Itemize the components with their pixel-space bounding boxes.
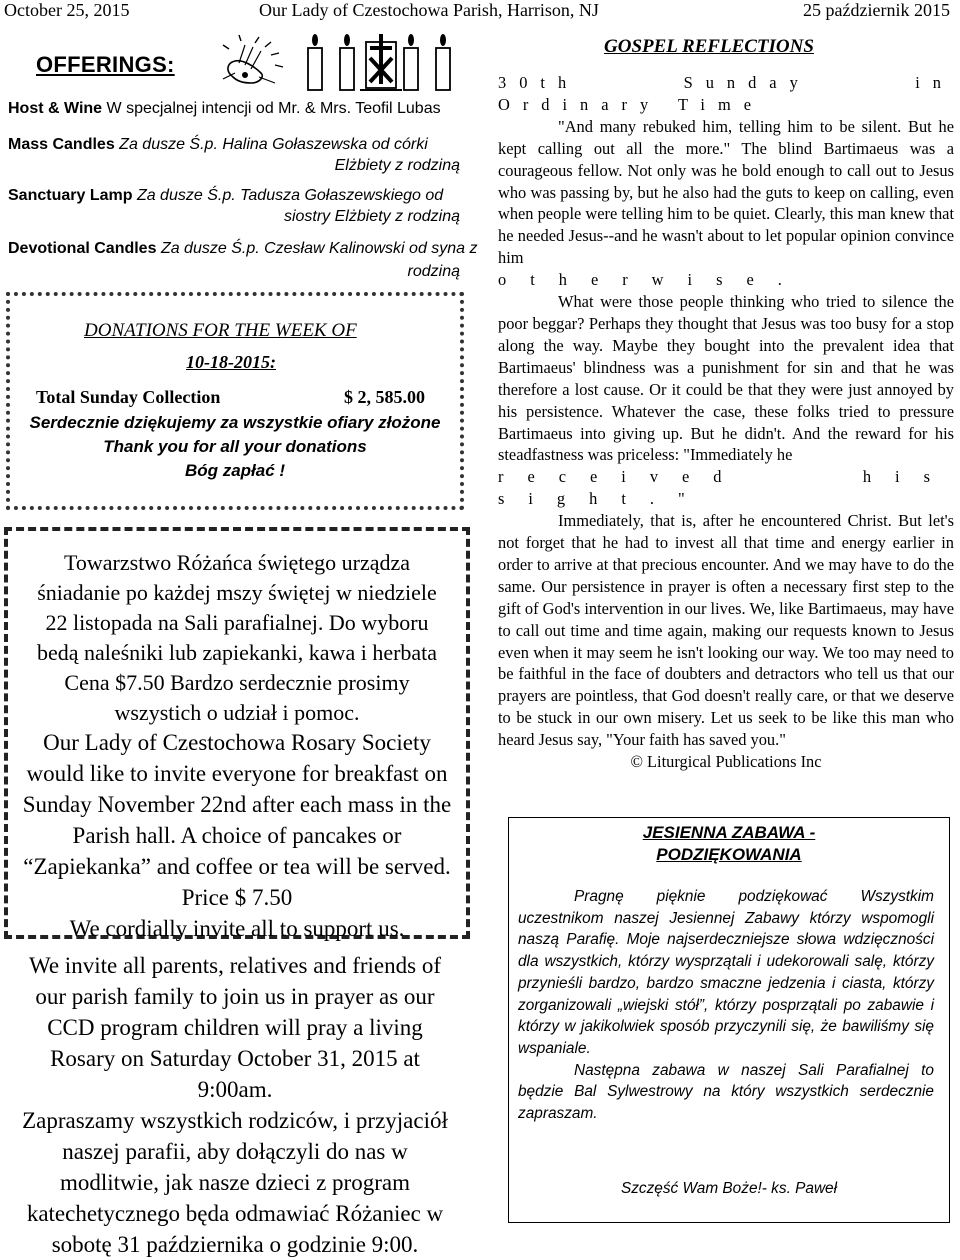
blessing: Bóg zapłać !	[184, 461, 286, 480]
thanks-english: Thank you for all your donations	[103, 437, 367, 456]
text-line: bedą naleśniki lub zapiekanki, kawa i herbata	[36, 640, 438, 665]
gospel-reflection	[498, 72, 954, 773]
offering-row	[8, 187, 443, 205]
gospel-credit: © Liturgical Publications Inc	[630, 752, 822, 772]
header-date-en: October 25, 2015	[4, 0, 130, 20]
text-line: would like to invite everyone for breakfast on	[26, 761, 448, 786]
offering-row	[8, 136, 428, 154]
offering-text: Za dusze Ś.p. Czesław Kalinowski od syna z	[160, 240, 478, 257]
offering-continuation: rodziną	[407, 263, 460, 280]
praying-hands-clipart-icon	[215, 33, 297, 93]
text-line: katechetycznego będa odmawiać Różaniec w	[26, 1201, 444, 1226]
rosary-english	[6, 727, 468, 944]
text-line: modlitwie, jak nasze dzieci z program	[60, 1170, 410, 1195]
total-collection-label: Total Sunday Collection	[36, 387, 221, 407]
offering-text: Za dusze Ś.p. Tadusza Gołaszewskiego od	[136, 187, 444, 204]
gospel-paragraph	[498, 510, 954, 751]
text-line: CCD program children will pray a living	[47, 1015, 423, 1040]
text-line: 9:00am.	[197, 1077, 273, 1102]
text-line: Rosary on Saturday October 31, 2015 at	[50, 1046, 420, 1071]
text-line: Cena $7.50 Bardzo serdecznie prosimy	[64, 670, 410, 695]
text-line: wszystich o udział i pomoc.	[114, 700, 360, 725]
text-line: śniadanie po każdej mszy świętej w niedziele	[37, 580, 437, 605]
text-line: our parish family to join us in prayer as our	[35, 984, 435, 1009]
text-line: sobotę 31 października o godzinie 9:00.	[51, 1232, 419, 1257]
offerings-title: OFFERINGS:	[36, 52, 175, 77]
festival-title-line: PODZIĘKOWANIA	[656, 845, 802, 864]
festival-body	[518, 886, 934, 1125]
text-line: Price $ 7.50	[181, 885, 293, 910]
header-date-pl: 25 październik 2015	[803, 0, 950, 20]
gospel-text: What were those people thinking who tried to silence the poor beggar? Perhaps they thought that Jesus was too busy for a stop along the way. Maybe they bought into the prevalent idea that Bartimaeus' blindness was a punishment for sin and that he was therefore a lost cause. Or it could be that they were just annoyed by his persistence. Whatever the case, these folks tried to pressure Bartimaeus into giving up. But he didn't. And the reward for his steadfastness was priceless: "Immediately he	[498, 292, 954, 465]
header-parish: Our Lady of Czestochowa Parish, Harrison, NJ	[259, 0, 599, 20]
gospel-paragraph-end: otherwise.	[498, 270, 806, 290]
text-line: 22 listopada na Sali parafialnej. Do wyboru	[45, 610, 429, 635]
text-line: We invite all parents, relatives and friends of	[28, 953, 441, 978]
gospel-paragraph	[498, 291, 954, 466]
offering-label: Host & Wine	[8, 100, 103, 117]
offering-text: W specjalnej intencji od Mr. & Mrs. Teofil Lubas	[106, 100, 441, 117]
text-line: We cordially invite all to support us.	[69, 916, 405, 941]
festival-paragraph: Pragnę pięknie podziękować Wszystkim uczestnikom naszej Jesiennej Zabawy którzy wspomogli naszą Parafię. Moje najserdeczniejsze słowa wdzięczności dla wszystkich, którzy wysprzątali i udekorowali salę, którzy przynieśli bardzo, bardzo smaczne jedzenia i ciasta, którzy zorganizowali „wiejski stół”, którzy posprzątali po zabawie i którzy w jakikolwiek sposób przyczynili się, że bawiliśmy się wspaniale.	[518, 888, 934, 1057]
text-line: “Zapiekanka” and coffee or tea will be served.	[23, 854, 451, 879]
donations-title: DONATIONS FOR THE WEEK OF	[84, 320, 357, 341]
offering-row	[8, 240, 478, 258]
offering-row	[8, 100, 441, 118]
donations-date: 10-18-2015:	[186, 352, 276, 372]
gospel-sunday: 30th Sunday in Ordinary Time	[498, 73, 954, 114]
gospel-paragraph	[498, 116, 954, 269]
text-line: Zapraszamy wszystkich rodziców, i przyjaciół	[22, 1108, 448, 1133]
candles-cross-clipart-icon	[300, 28, 460, 94]
gospel-text: "And many rebuked him, telling him to be silent. But he kept calling out all the more." The blind Bartimaeus was a courageous fellow. Not only was he bold enough to call out to Jesus who was passing by, but he also had the guts to keep on calling, even when people were telling him to be quiet. Clearly, this man knew that he needed Jesus--and he wasn't about to let popular opinion convince him	[498, 116, 954, 268]
festival-title-line: JESIENNA ZABAWA -	[642, 823, 816, 842]
gospel-title: GOSPEL REFLECTIONS	[604, 36, 814, 57]
gospel-paragraph-end: received his sight."	[498, 467, 954, 509]
offering-label: Devotional Candles	[8, 240, 157, 257]
festival-title	[508, 822, 950, 866]
text-line: Parish hall. A choice of pancakes or	[72, 823, 402, 848]
gospel-text: Immediately, that is, after he encountered Christ. But let's not forget that he had to invest all that time and energy earlier in order to arrive at that precious encounter. And we may have to do the same. Our persistence in prayer is often a necessary first step to the gift of God's intervention in our lives. We, like Bartimaeus, may have to call out time and time again, making our requests known to Jesus even when it may seem he isn't looking our way. We too may need to be faithful in the face of doubters and detractors who tell us that our prayers are pointless, that God doesn't really care, or that we deserve to be stuck in our own misery. Let us seek to be like this man who heard Jesus say, "Your faith has saved you."	[498, 511, 954, 750]
text-line: Sunday November 22nd after each mass in the	[22, 792, 452, 817]
text-line: naszej parafii, aby dołączyli do nas w	[62, 1139, 408, 1164]
offering-label: Sanctuary Lamp	[8, 187, 133, 204]
total-collection-value: $ 2, 585.00	[344, 387, 425, 407]
offering-continuation: siostry Elżbiety z rodziną	[283, 208, 460, 225]
thanks-polish: Serdecznie dziękujemy za wszystkie ofiary złożone	[29, 413, 441, 432]
page-header	[0, 0, 960, 24]
festival-signature: Szczęść Wam Boże!- ks. Paweł	[620, 1180, 838, 1197]
offering-label: Mass Candles	[8, 136, 115, 153]
text-line: Our Lady of Czestochowa Rosary Society	[43, 730, 431, 755]
text-line: Towarzstwo Różańca świętego urządza	[63, 550, 411, 575]
ccd-invitation	[0, 950, 470, 1260]
rosary-polish	[6, 548, 468, 728]
offering-text: Za dusze Ś.p. Halina Gołaszewska od córki	[119, 136, 428, 153]
festival-paragraph: Następna zabawa w naszej Sali Parafialnej to będzie Bal Sylwestrowy na który wszystkich serdecznie zapraszam.	[518, 1061, 934, 1123]
offering-continuation: Elżbiety z rodziną	[334, 157, 460, 174]
